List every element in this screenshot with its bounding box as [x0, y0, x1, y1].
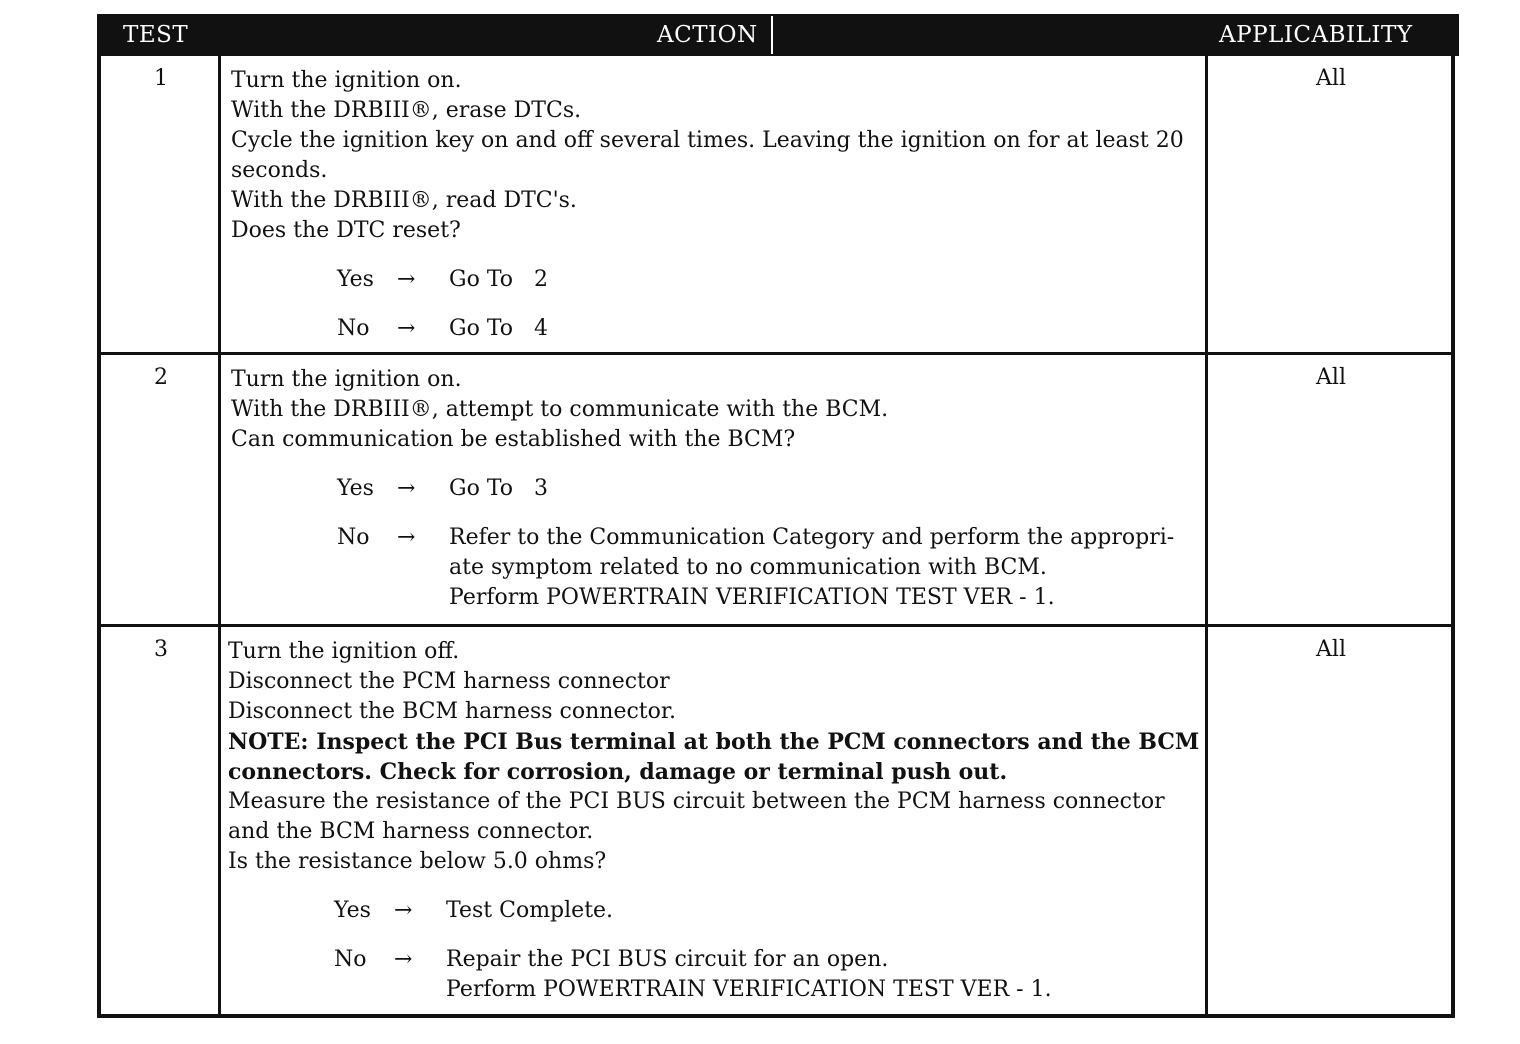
branch-result-line: Go To 3: [449, 476, 548, 501]
branch-result-line: Go To 4: [449, 316, 548, 341]
header-action: ACTION: [657, 22, 758, 48]
test-number: 1: [154, 66, 168, 91]
branch-label: Yes: [334, 898, 371, 923]
table-row: [101, 355, 1451, 624]
action-step: Can communication be established with the BCM?: [231, 427, 796, 452]
arrow-right-icon: →: [397, 525, 416, 550]
action-step: Turn the ignition on.: [231, 68, 462, 93]
applicability-value: All: [1316, 637, 1346, 662]
branch-no: [231, 523, 1206, 613]
action-note: NOTE: Inspect the PCI Bus terminal at both the PCM connectors and the BCM connectors. Check for corrosion, damage or terminal push out.: [228, 729, 1200, 785]
header-divider: [771, 16, 773, 54]
branch-label: No: [334, 947, 367, 972]
branch-label: No: [337, 525, 370, 550]
branch-result: [446, 896, 1206, 926]
branch-label: No: [337, 316, 370, 341]
arrow-right-icon: →: [394, 898, 413, 923]
test-number: 3: [154, 637, 168, 662]
arrow-right-icon: →: [397, 476, 416, 501]
action-cell: [228, 637, 1203, 1005]
branch-label: Yes: [337, 267, 374, 292]
action-step: Disconnect the PCM harness connector: [228, 669, 670, 694]
test-number: 2: [154, 365, 168, 390]
arrow-right-icon: →: [394, 947, 413, 972]
branch-result: [449, 474, 1209, 504]
action-step: With the DRBIII®, attempt to communicate with the BCM.: [231, 397, 889, 422]
branch-yes: [231, 474, 1206, 504]
branch-label: Yes: [337, 476, 374, 501]
branch-result-line: ate symptom related to no communication with BCM.: [449, 555, 1047, 580]
branch-result-line: Perform POWERTRAIN VERIFICATION TEST VER - 1.: [449, 585, 1055, 610]
branch-yes: [231, 265, 1206, 295]
table-row: [101, 627, 1451, 1014]
arrow-right-icon: →: [397, 267, 416, 292]
branch-no: [231, 314, 1206, 344]
action-step: Turn the ignition on.: [231, 367, 462, 392]
action-step: Cycle the ignition key on and off several times. Leaving the ignition on for at least 20 seconds.: [231, 128, 1184, 183]
diagnostic-test-table: [97, 14, 1455, 1018]
branch-result-line: Refer to the Communication Category and perform the appropri-: [449, 525, 1175, 550]
action-step: Does the DTC reset?: [231, 218, 461, 243]
header-test: TEST: [123, 22, 189, 48]
branch-result: [449, 523, 1209, 613]
branch-result: [446, 945, 1206, 1005]
header-applicability: APPLICABILITY: [1219, 22, 1413, 48]
branch-result-line: Perform POWERTRAIN VERIFICATION TEST VER - 1.: [446, 977, 1052, 1002]
branch-result-line: Go To 2: [449, 267, 548, 292]
applicability-value: All: [1316, 66, 1346, 91]
action-step: With the DRBIII®, read DTC's.: [231, 188, 577, 213]
table-row: [101, 56, 1451, 352]
action-step: Measure the resistance of the PCI BUS circuit between the PCM harness connector and the BCM harness connector.: [228, 789, 1165, 844]
action-step: Is the resistance below 5.0 ohms?: [228, 849, 607, 874]
branch-result: [449, 314, 1209, 344]
applicability-value: All: [1316, 365, 1346, 390]
branch-yes: [228, 896, 1203, 926]
table-header: [97, 14, 1459, 56]
action-cell: [231, 66, 1206, 344]
branch-result: [449, 265, 1209, 295]
branch-result-line: Repair the PCI BUS circuit for an open.: [446, 947, 889, 972]
action-step: Disconnect the BCM harness connector.: [228, 699, 676, 724]
branch-no: [228, 945, 1203, 1005]
action-cell: [231, 365, 1206, 613]
arrow-right-icon: →: [397, 316, 416, 341]
action-step: With the DRBIII®, erase DTCs.: [231, 98, 582, 123]
branch-result-line: Test Complete.: [446, 898, 614, 923]
action-step: Turn the ignition off.: [228, 639, 460, 664]
